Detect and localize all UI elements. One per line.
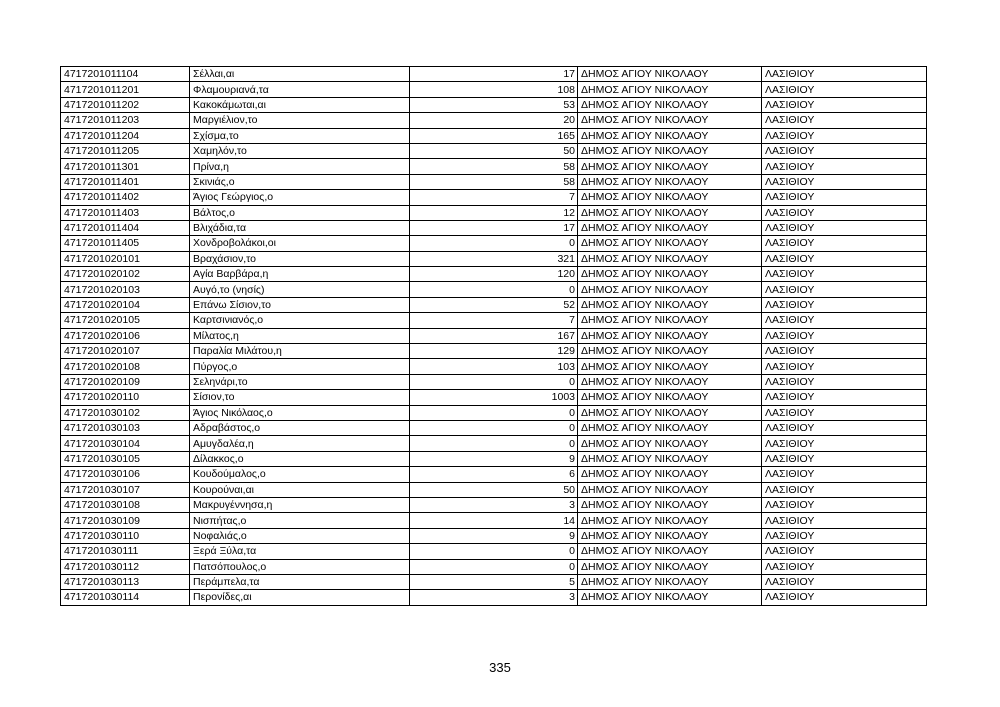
prefecture-cell: ΛΑΣΙΘΙΟΥ [762, 405, 927, 420]
table-row [61, 205, 927, 220]
census-table [60, 66, 927, 606]
prefecture-cell: ΛΑΣΙΘΙΟΥ [762, 544, 927, 559]
settlement-name-cell: Κουρούναι,αι [190, 482, 410, 497]
settlement-code-cell: 4717201011402 [61, 190, 190, 205]
settlement-name-cell: Φλαμουριανά,τα [190, 82, 410, 97]
population-cell: 5 [410, 574, 578, 589]
settlement-name-cell: Περάμπελα,τα [190, 574, 410, 589]
settlement-name-cell: Κακοκάμωται,αι [190, 97, 410, 112]
settlement-code-cell: 4717201030108 [61, 497, 190, 512]
table-row [61, 328, 927, 343]
settlement-name-cell: Σκινιάς,ο [190, 174, 410, 189]
table-row [61, 267, 927, 282]
prefecture-cell: ΛΑΣΙΘΙΟΥ [762, 205, 927, 220]
table-row [61, 467, 927, 482]
table-row [61, 236, 927, 251]
settlement-name-cell: Αυγό,το (νησίς) [190, 282, 410, 297]
settlement-code-cell: 4717201020101 [61, 251, 190, 266]
settlement-name-cell: Σίσιον,το [190, 390, 410, 405]
population-cell: 1003 [410, 390, 578, 405]
municipality-cell: ΔΗΜΟΣ ΑΓΙΟΥ ΝΙΚΟΛΑΟΥ [578, 451, 762, 466]
prefecture-cell: ΛΑΣΙΘΙΟΥ [762, 482, 927, 497]
municipality-cell: ΔΗΜΟΣ ΑΓΙΟΥ ΝΙΚΟΛΑΟΥ [578, 67, 762, 82]
municipality-cell: ΔΗΜΟΣ ΑΓΙΟΥ ΝΙΚΟΛΑΟΥ [578, 420, 762, 435]
prefecture-cell: ΛΑΣΙΘΙΟΥ [762, 513, 927, 528]
settlement-code-cell: 4717201030104 [61, 436, 190, 451]
settlement-code-cell: 4717201030114 [61, 590, 190, 605]
municipality-cell: ΔΗΜΟΣ ΑΓΙΟΥ ΝΙΚΟΛΑΟΥ [578, 359, 762, 374]
settlement-code-cell: 4717201020105 [61, 313, 190, 328]
settlement-name-cell: Αδραβάστος,ο [190, 420, 410, 435]
population-cell: 9 [410, 528, 578, 543]
municipality-cell: ΔΗΜΟΣ ΑΓΙΟΥ ΝΙΚΟΛΑΟΥ [578, 205, 762, 220]
census-table-body [61, 67, 927, 606]
prefecture-cell: ΛΑΣΙΘΙΟΥ [762, 420, 927, 435]
table-row [61, 559, 927, 574]
prefecture-cell: ΛΑΣΙΘΙΟΥ [762, 190, 927, 205]
settlement-code-cell: 4717201011403 [61, 205, 190, 220]
prefecture-cell: ΛΑΣΙΘΙΟΥ [762, 220, 927, 235]
table-row [61, 482, 927, 497]
population-cell: 17 [410, 220, 578, 235]
population-cell: 3 [410, 590, 578, 605]
settlement-name-cell: Ξερά Ξύλα,τα [190, 544, 410, 559]
table-row [61, 128, 927, 143]
prefecture-cell: ΛΑΣΙΘΙΟΥ [762, 344, 927, 359]
population-cell: 120 [410, 267, 578, 282]
prefecture-cell: ΛΑΣΙΘΙΟΥ [762, 67, 927, 82]
table-row [61, 220, 927, 235]
settlement-code-cell: 4717201030103 [61, 420, 190, 435]
settlement-code-cell: 4717201011104 [61, 67, 190, 82]
table-row [61, 174, 927, 189]
prefecture-cell: ΛΑΣΙΘΙΟΥ [762, 574, 927, 589]
municipality-cell: ΔΗΜΟΣ ΑΓΙΟΥ ΝΙΚΟΛΑΟΥ [578, 282, 762, 297]
municipality-cell: ΔΗΜΟΣ ΑΓΙΟΥ ΝΙΚΟΛΑΟΥ [578, 482, 762, 497]
settlement-code-cell: 4717201030106 [61, 467, 190, 482]
municipality-cell: ΔΗΜΟΣ ΑΓΙΟΥ ΝΙΚΟΛΑΟΥ [578, 497, 762, 512]
settlement-code-cell: 4717201011205 [61, 143, 190, 158]
table-row [61, 282, 927, 297]
municipality-cell: ΔΗΜΟΣ ΑΓΙΟΥ ΝΙΚΟΛΑΟΥ [578, 559, 762, 574]
prefecture-cell: ΛΑΣΙΘΙΟΥ [762, 267, 927, 282]
population-cell: 20 [410, 113, 578, 128]
settlement-name-cell: Περονίδες,αι [190, 590, 410, 605]
population-cell: 0 [410, 544, 578, 559]
settlement-name-cell: Μίλατος,η [190, 328, 410, 343]
settlement-code-cell: 4717201011202 [61, 97, 190, 112]
prefecture-cell: ΛΑΣΙΘΙΟΥ [762, 97, 927, 112]
settlement-code-cell: 4717201020110 [61, 390, 190, 405]
settlement-code-cell: 4717201011204 [61, 128, 190, 143]
prefecture-cell: ΛΑΣΙΘΙΟΥ [762, 236, 927, 251]
settlement-name-cell: Πατσόπουλος,ο [190, 559, 410, 574]
population-cell: 58 [410, 159, 578, 174]
table-row [61, 159, 927, 174]
population-cell: 0 [410, 559, 578, 574]
population-cell: 0 [410, 405, 578, 420]
settlement-name-cell: Αγία Βαρβάρα,η [190, 267, 410, 282]
settlement-code-cell: 4717201011201 [61, 82, 190, 97]
settlement-name-cell: Βλιχάδια,τα [190, 220, 410, 235]
population-cell: 165 [410, 128, 578, 143]
page-number: 335 [489, 660, 511, 675]
municipality-cell: ΔΗΜΟΣ ΑΓΙΟΥ ΝΙΚΟΛΑΟΥ [578, 220, 762, 235]
population-cell: 6 [410, 467, 578, 482]
population-cell: 3 [410, 497, 578, 512]
settlement-code-cell: 4717201011404 [61, 220, 190, 235]
settlement-name-cell: Πρίνα,η [190, 159, 410, 174]
municipality-cell: ΔΗΜΟΣ ΑΓΙΟΥ ΝΙΚΟΛΑΟΥ [578, 544, 762, 559]
population-cell: 7 [410, 313, 578, 328]
population-cell: 0 [410, 236, 578, 251]
table-row [61, 528, 927, 543]
settlement-code-cell: 4717201020109 [61, 374, 190, 389]
settlement-name-cell: Δίλακκος,ο [190, 451, 410, 466]
prefecture-cell: ΛΑΣΙΘΙΟΥ [762, 282, 927, 297]
table-row [61, 143, 927, 158]
municipality-cell: ΔΗΜΟΣ ΑΓΙΟΥ ΝΙΚΟΛΑΟΥ [578, 174, 762, 189]
table-row [61, 297, 927, 312]
settlement-code-cell: 4717201011301 [61, 159, 190, 174]
settlement-name-cell: Αμυγδαλέα,η [190, 436, 410, 451]
settlement-code-cell: 4717201030105 [61, 451, 190, 466]
table-row [61, 97, 927, 112]
settlement-name-cell: Σχίσμα,το [190, 128, 410, 143]
settlement-code-cell: 4717201030109 [61, 513, 190, 528]
prefecture-cell: ΛΑΣΙΘΙΟΥ [762, 559, 927, 574]
prefecture-cell: ΛΑΣΙΘΙΟΥ [762, 497, 927, 512]
settlement-code-cell: 4717201020106 [61, 328, 190, 343]
population-cell: 129 [410, 344, 578, 359]
prefecture-cell: ΛΑΣΙΘΙΟΥ [762, 174, 927, 189]
municipality-cell: ΔΗΜΟΣ ΑΓΙΟΥ ΝΙΚΟΛΑΟΥ [578, 251, 762, 266]
population-cell: 0 [410, 420, 578, 435]
settlement-name-cell: Κουδούμαλος,ο [190, 467, 410, 482]
table-row [61, 436, 927, 451]
municipality-cell: ΔΗΜΟΣ ΑΓΙΟΥ ΝΙΚΟΛΑΟΥ [578, 590, 762, 605]
prefecture-cell: ΛΑΣΙΘΙΟΥ [762, 297, 927, 312]
prefecture-cell: ΛΑΣΙΘΙΟΥ [762, 467, 927, 482]
population-cell: 9 [410, 451, 578, 466]
settlement-name-cell: Επάνω Σίσιον,το [190, 297, 410, 312]
settlement-name-cell: Νοφαλιάς,ο [190, 528, 410, 543]
municipality-cell: ΔΗΜΟΣ ΑΓΙΟΥ ΝΙΚΟΛΑΟΥ [578, 528, 762, 543]
table-row [61, 405, 927, 420]
settlement-code-cell: 4717201020104 [61, 297, 190, 312]
settlement-name-cell: Μαργιέλιον,το [190, 113, 410, 128]
municipality-cell: ΔΗΜΟΣ ΑΓΙΟΥ ΝΙΚΟΛΑΟΥ [578, 190, 762, 205]
settlement-code-cell: 4717201030102 [61, 405, 190, 420]
municipality-cell: ΔΗΜΟΣ ΑΓΙΟΥ ΝΙΚΟΛΑΟΥ [578, 436, 762, 451]
settlement-code-cell: 4717201011405 [61, 236, 190, 251]
population-cell: 0 [410, 282, 578, 297]
settlement-name-cell: Άγιος Γεώργιος,ο [190, 190, 410, 205]
municipality-cell: ΔΗΜΟΣ ΑΓΙΟΥ ΝΙΚΟΛΑΟΥ [578, 159, 762, 174]
settlement-name-cell: Παραλία Μιλάτου,η [190, 344, 410, 359]
prefecture-cell: ΛΑΣΙΘΙΟΥ [762, 128, 927, 143]
table-row [61, 574, 927, 589]
prefecture-cell: ΛΑΣΙΘΙΟΥ [762, 359, 927, 374]
table-row [61, 344, 927, 359]
prefecture-cell: ΛΑΣΙΘΙΟΥ [762, 113, 927, 128]
municipality-cell: ΔΗΜΟΣ ΑΓΙΟΥ ΝΙΚΟΛΑΟΥ [578, 267, 762, 282]
prefecture-cell: ΛΑΣΙΘΙΟΥ [762, 143, 927, 158]
table-row [61, 590, 927, 605]
population-cell: 167 [410, 328, 578, 343]
table-row [61, 359, 927, 374]
population-cell: 53 [410, 97, 578, 112]
population-cell: 58 [410, 174, 578, 189]
municipality-cell: ΔΗΜΟΣ ΑΓΙΟΥ ΝΙΚΟΛΑΟΥ [578, 344, 762, 359]
population-cell: 52 [410, 297, 578, 312]
prefecture-cell: ΛΑΣΙΘΙΟΥ [762, 251, 927, 266]
table-row [61, 374, 927, 389]
settlement-code-cell: 4717201030112 [61, 559, 190, 574]
table-row [61, 451, 927, 466]
table-row [61, 313, 927, 328]
table-row [61, 67, 927, 82]
prefecture-cell: ΛΑΣΙΘΙΟΥ [762, 590, 927, 605]
settlement-code-cell: 4717201020107 [61, 344, 190, 359]
settlement-name-cell: Βραχάσιον,το [190, 251, 410, 266]
population-cell: 50 [410, 482, 578, 497]
settlement-name-cell: Χονδροβολάκοι,οι [190, 236, 410, 251]
population-cell: 0 [410, 374, 578, 389]
table-row [61, 251, 927, 266]
population-cell: 0 [410, 436, 578, 451]
settlement-name-cell: Σεληνάρι,το [190, 374, 410, 389]
settlement-code-cell: 4717201011401 [61, 174, 190, 189]
municipality-cell: ΔΗΜΟΣ ΑΓΙΟΥ ΝΙΚΟΛΑΟΥ [578, 513, 762, 528]
settlement-name-cell: Χαμηλόν,το [190, 143, 410, 158]
settlement-code-cell: 4717201030113 [61, 574, 190, 589]
settlement-name-cell: Μακρυγέννησα,η [190, 497, 410, 512]
municipality-cell: ΔΗΜΟΣ ΑΓΙΟΥ ΝΙΚΟΛΑΟΥ [578, 390, 762, 405]
settlement-code-cell: 4717201020102 [61, 267, 190, 282]
settlement-name-cell: Άγιος Νικόλαος,ο [190, 405, 410, 420]
municipality-cell: ΔΗΜΟΣ ΑΓΙΟΥ ΝΙΚΟΛΑΟΥ [578, 113, 762, 128]
population-cell: 12 [410, 205, 578, 220]
municipality-cell: ΔΗΜΟΣ ΑΓΙΟΥ ΝΙΚΟΛΑΟΥ [578, 236, 762, 251]
prefecture-cell: ΛΑΣΙΘΙΟΥ [762, 390, 927, 405]
population-cell: 50 [410, 143, 578, 158]
settlement-code-cell: 4717201030111 [61, 544, 190, 559]
municipality-cell: ΔΗΜΟΣ ΑΓΙΟΥ ΝΙΚΟΛΑΟΥ [578, 297, 762, 312]
municipality-cell: ΔΗΜΟΣ ΑΓΙΟΥ ΝΙΚΟΛΑΟΥ [578, 82, 762, 97]
settlement-code-cell: 4717201030110 [61, 528, 190, 543]
settlement-code-cell: 4717201020103 [61, 282, 190, 297]
table-row [61, 82, 927, 97]
table-row [61, 544, 927, 559]
prefecture-cell: ΛΑΣΙΘΙΟΥ [762, 328, 927, 343]
prefecture-cell: ΛΑΣΙΘΙΟΥ [762, 436, 927, 451]
municipality-cell: ΔΗΜΟΣ ΑΓΙΟΥ ΝΙΚΟΛΑΟΥ [578, 328, 762, 343]
population-cell: 321 [410, 251, 578, 266]
population-cell: 7 [410, 190, 578, 205]
table-row [61, 113, 927, 128]
municipality-cell: ΔΗΜΟΣ ΑΓΙΟΥ ΝΙΚΟΛΑΟΥ [578, 313, 762, 328]
prefecture-cell: ΛΑΣΙΘΙΟΥ [762, 82, 927, 97]
table-row [61, 390, 927, 405]
prefecture-cell: ΛΑΣΙΘΙΟΥ [762, 159, 927, 174]
municipality-cell: ΔΗΜΟΣ ΑΓΙΟΥ ΝΙΚΟΛΑΟΥ [578, 405, 762, 420]
municipality-cell: ΔΗΜΟΣ ΑΓΙΟΥ ΝΙΚΟΛΑΟΥ [578, 374, 762, 389]
population-cell: 14 [410, 513, 578, 528]
settlement-code-cell: 4717201030107 [61, 482, 190, 497]
municipality-cell: ΔΗΜΟΣ ΑΓΙΟΥ ΝΙΚΟΛΑΟΥ [578, 467, 762, 482]
settlement-name-cell: Σέλλαι,αι [190, 67, 410, 82]
population-cell: 108 [410, 82, 578, 97]
table-row [61, 420, 927, 435]
municipality-cell: ΔΗΜΟΣ ΑΓΙΟΥ ΝΙΚΟΛΑΟΥ [578, 97, 762, 112]
municipality-cell: ΔΗΜΟΣ ΑΓΙΟΥ ΝΙΚΟΛΑΟΥ [578, 128, 762, 143]
population-cell: 103 [410, 359, 578, 374]
prefecture-cell: ΛΑΣΙΘΙΟΥ [762, 374, 927, 389]
settlement-name-cell: Βάλτος,ο [190, 205, 410, 220]
table-row [61, 497, 927, 512]
prefecture-cell: ΛΑΣΙΘΙΟΥ [762, 451, 927, 466]
prefecture-cell: ΛΑΣΙΘΙΟΥ [762, 528, 927, 543]
municipality-cell: ΔΗΜΟΣ ΑΓΙΟΥ ΝΙΚΟΛΑΟΥ [578, 574, 762, 589]
settlement-code-cell: 4717201020108 [61, 359, 190, 374]
municipality-cell: ΔΗΜΟΣ ΑΓΙΟΥ ΝΙΚΟΛΑΟΥ [578, 143, 762, 158]
settlement-name-cell: Καρτσινιανός,ο [190, 313, 410, 328]
population-cell: 17 [410, 67, 578, 82]
settlement-name-cell: Πύργος,ο [190, 359, 410, 374]
table-row [61, 190, 927, 205]
settlement-name-cell: Νισπήτας,ο [190, 513, 410, 528]
prefecture-cell: ΛΑΣΙΘΙΟΥ [762, 313, 927, 328]
settlement-code-cell: 4717201011203 [61, 113, 190, 128]
table-row [61, 513, 927, 528]
